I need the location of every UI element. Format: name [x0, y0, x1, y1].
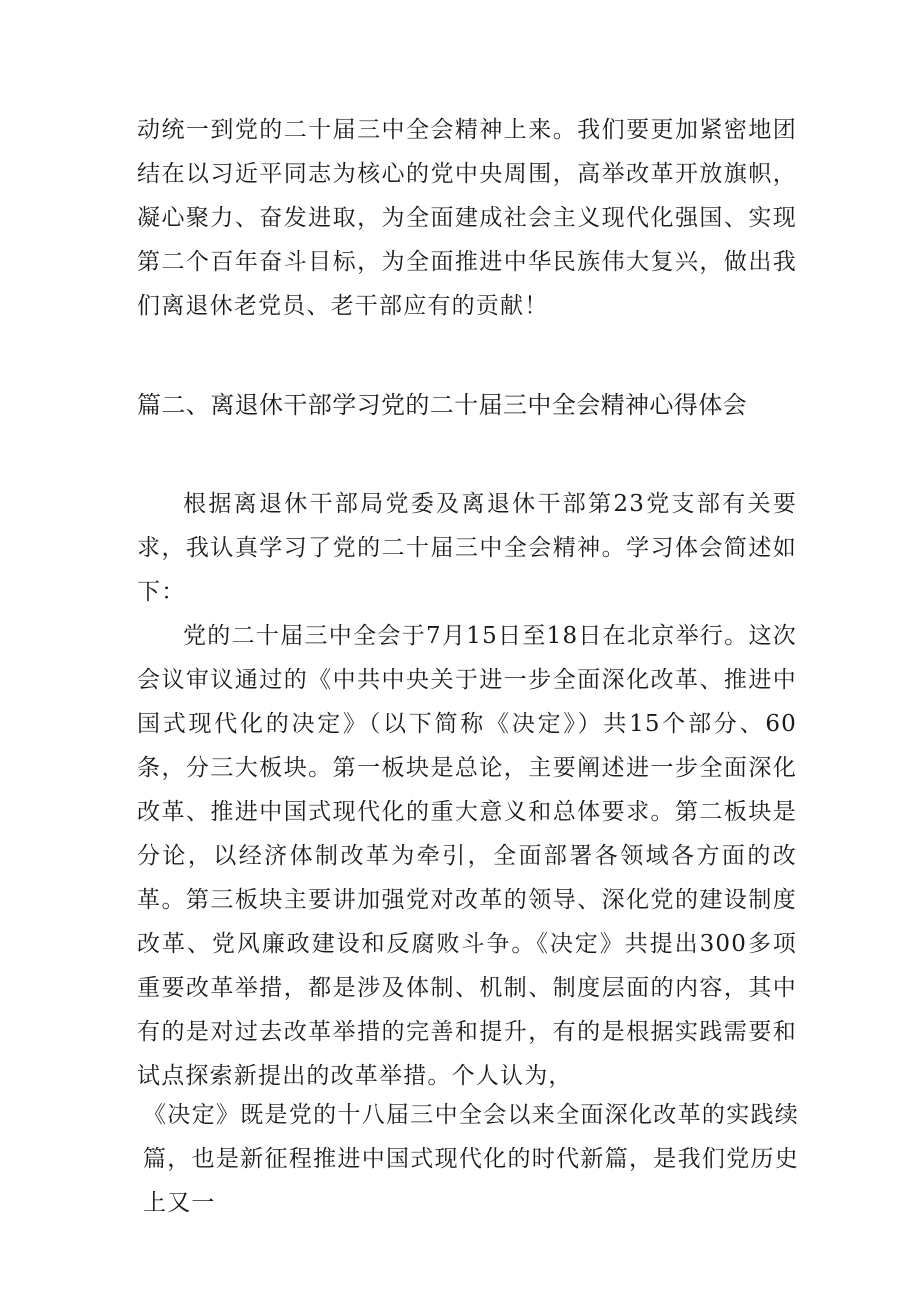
paragraph-continued: 动统一到党的二十届三中全会精神上来。我们要更加紧密地团结在以习近平同志为核心的党中央周围，高举改革开放旗帜，凝心聚力、奋发进取，为全面建成社会主义现代化强国、实现第二个百年奋斗目标，为全面推进中华民族伟大复兴，做出我们离退休老党员、老干部应有的贡献！: [137, 117, 797, 319]
section-heading: 篇二、离退休干部学习党的二十届三中全会精神心得体会: [137, 391, 747, 419]
paragraph-block: [137, 482, 797, 1098]
paragraph-last: 《决定》既是党的十八届三中全会以来全面深化改革的实践续篇，也是新征程推进中国式现代化的时代新篇，是我们党历史上又一: [143, 1102, 799, 1216]
paragraph-main: 党的二十届三中全会于7月15日至18日在北京举行。这次会议审议通过的《中共中央关于进一步全面深化改革、推进中国式现代化的决定》（以下简称《决定》）共15个部分、60条，分三大板块。第一板块是总论，主要阐述进一步全面深化改革、推进中国式现代化的重大意义和总体要求。第二板块是分论，以经济体制改革为牵引，全面部署各领域各方面的改革。第三板块主要讲加强党对改革的领导、深化党的建设制度改革、党风廉政建设和反腐败斗争。《决定》共提出300多项重要改革举措，都是涉及体制、机制、制度层面的内容，其中有的是对过去改革举措的完善和提升，有的是根据实践需要和试点探索新提出的改革举措。个人认为，: [137, 623, 797, 1089]
paragraph-intro: 根据离退休干部局党委及离退休干部第23党支部有关要求，我认真学习了党的二十届三中全会精神。学习体会简述如下：: [137, 491, 797, 605]
